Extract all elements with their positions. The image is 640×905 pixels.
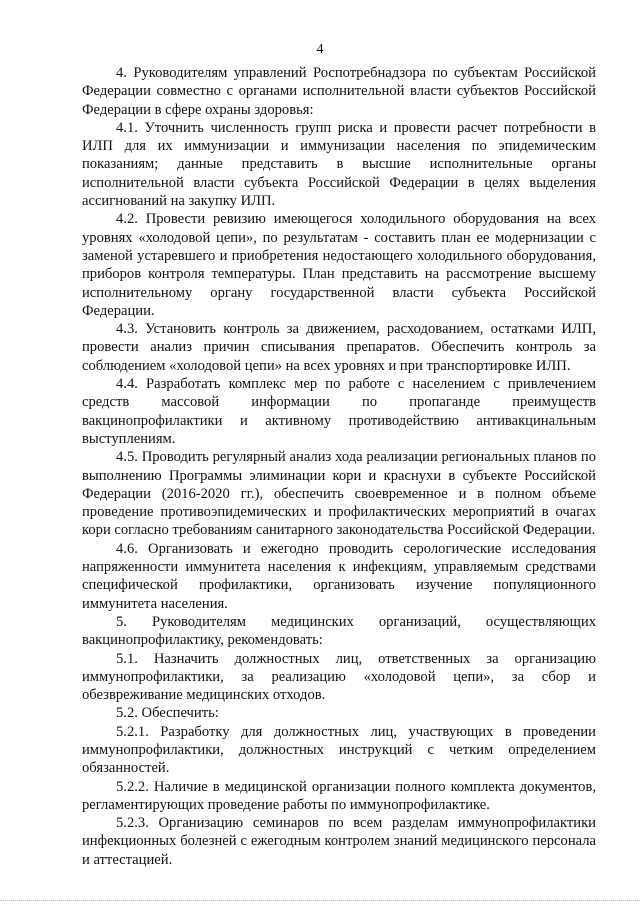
paragraph-4-6: 4.6. Организовать и ежегодно проводить серологические исследования напряженности иммунитета населения к инфекциям, управляемым средствами специфической профилактики, организовать изучение популяционного иммунитета населения. <box>82 540 596 612</box>
paragraph-5-2-2: 5.2.2. Наличие в медицинской организации полного комплекта документов, регламентирующих проведение работы по иммунопрофилактике. <box>82 778 596 813</box>
paragraph-4-3: 4.3. Установить контроль за движением, расходованием, остатками ИЛП, провести анализ причин списывания препаратов. Обеспечить контроль за соблюдением «холодовой цепи» на всех уровнях и при транспортировке ИЛП. <box>82 321 596 374</box>
paragraph-4-5: 4.5. Проводить регулярный анализ хода реализации региональных планов по выполнению Программы элиминации кори и краснухи в субъекте Российской Федерации (2016-2020 гг.), обеспечить своевременное и в полном объеме проведение противоэпидемических и профилактических мероприятий в очагах кори согласно требованиям санитарного законодательства Российской Федерации. <box>82 449 596 539</box>
paragraph-5: 5. Руководителям медицинских организаций, осуществляющих вакцинопрофилактику, рекомендовать: <box>82 613 596 649</box>
paragraph-4-1: 4.1. Уточнить численность групп риска и провести расчет потребности в ИЛП для их иммунизации и иммунизации населения по эпидемическим показаниям; данные представить в высшие исполнительные органы исполнительной власти субъекта Российской Федерации в целях выделения ассигнований на закупку ИЛП. <box>82 119 596 210</box>
paragraph-4: 4. Руководителям управлений Роспотребнадзора по субъектам Российской Федерации совместно с органами исполнительной власти субъектов Российской Федерации в сфере охраны здоровья: <box>82 65 596 118</box>
paragraph-5-2-3: 5.2.3. Организацию семинаров по всем разделам иммунопрофилактики инфекционных болезней с ежегодным контролем знаний медицинского персонала и аттестацией. <box>82 815 596 868</box>
paragraph-5-1: 5.1. Назначить должностных лиц, ответственных за организацию иммунопрофилактики, за реализацию «холодовой цепи», за сбор и обезвреживание медицинских отходов. <box>82 650 596 704</box>
paragraph-5-2: 5.2. Обеспечить: <box>116 705 219 722</box>
paragraph-4-4: 4.4. Разработать комплекс мер по работе с населением с привлечением средств массовой информации по пропаганде преимуществ вакцинопрофилактики и активному противодействию антивакцинальным выступлениям. <box>82 376 596 447</box>
scan-bottom-edge <box>0 900 640 901</box>
paragraph-5-2-1: 5.2.1. Разработку для должностных лиц, участвующих в проведении иммунопрофилактики, должностных инструкций с четким определением обязанностей. <box>82 723 596 777</box>
page-number: 4 <box>316 42 324 57</box>
document-body <box>82 64 596 869</box>
paragraph-4-2: 4.2. Провести ревизию имеющегося холодильного оборудования на всех уровнях «холодовой цепи», по результатам - составить план ее модернизации с заменой устаревшего и приобретения недостающего холодильного оборудования, приборов контроля температуры. План представить на рассмотрение высшему исполнительному органу государственной власти субъекта Российской Федерации. <box>82 211 596 319</box>
